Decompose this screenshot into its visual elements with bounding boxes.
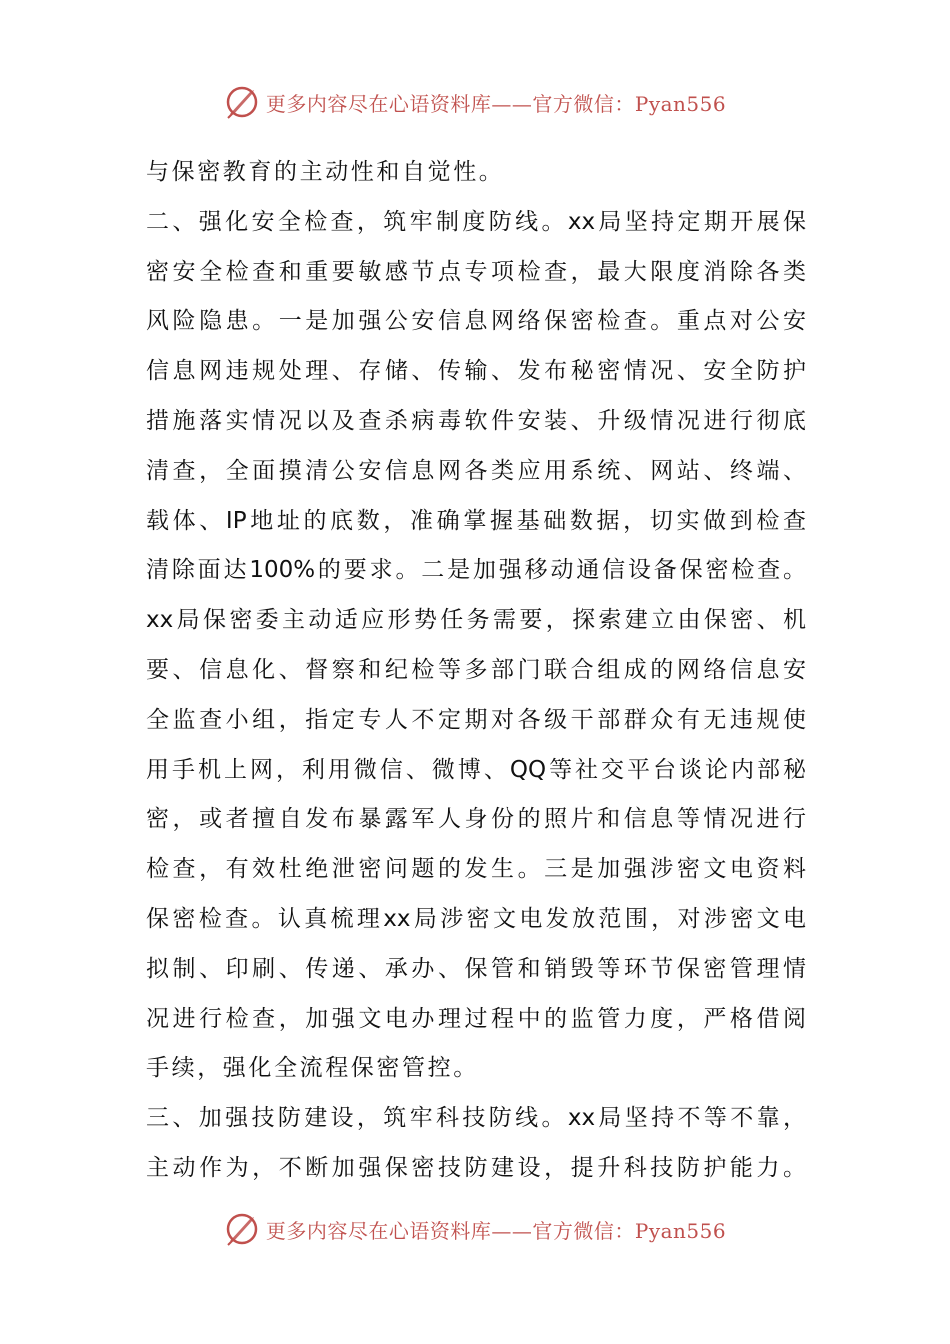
body-line: 信息网违规处理、存储、传输、发布秘密情况、安全防护 xyxy=(146,358,806,385)
body-line: 清查，全面摸清公安信息网各类应用系统、网站、终端、 xyxy=(146,457,806,484)
body-line: 保密检查。认真梳理xx局涉密文电发放范围，对涉密文电 xyxy=(146,905,806,932)
body-line: 风险隐患。一是加强公安信息网络保密检查。重点对公安 xyxy=(146,308,806,335)
body-line: 二、强化安全检查，筑牢制度防线。xx局坚持定期开展保 xyxy=(146,208,806,235)
body-line: 手续，强化全流程保密管控。 xyxy=(146,1055,479,1082)
feather-pen-logo-icon xyxy=(224,84,260,120)
body-line: 拟制、印刷、传递、承办、保管和销毁等环节保密管理情 xyxy=(146,955,806,982)
header-wechat-id: Pyan556 xyxy=(634,91,727,116)
body-line: xx局保密委主动适应形势任务需要，探索建立由保密、机 xyxy=(146,607,806,634)
body-line: 用手机上网，利用微信、微博、QQ等社交平台谈论内部秘 xyxy=(146,756,806,783)
body-line: 清除面达100%的要求。二是加强移动通信设备保密检查。 xyxy=(146,557,806,584)
footer-separator: —— xyxy=(491,1218,533,1243)
body-line: 主动作为，不断加强保密技防建设，提升科技防护能力。 xyxy=(146,1154,806,1181)
header-wechat-label: 官方微信： xyxy=(532,91,635,116)
footer-site-name: 更多内容尽在心语资料库 xyxy=(265,1218,492,1243)
body-line: 况进行检查，加强文电办理过程中的监管力度，严格借阅 xyxy=(146,1005,806,1032)
body-line: 载体、IP地址的底数，准确掌握基础数据，切实做到检查 xyxy=(146,507,806,534)
header-banner-text xyxy=(266,88,726,117)
body-line: 密，或者擅自发布暴露军人身份的照片和信息等情况进行 xyxy=(146,806,806,833)
body-line: 全监查小组，指定专人不定期对各级干部群众有无违规使 xyxy=(146,706,806,733)
body-line: 密安全检查和重要敏感节点专项检查，最大限度消除各类 xyxy=(146,258,806,285)
body-line: 与保密教育的主动性和自觉性。 xyxy=(146,159,505,185)
header-separator: —— xyxy=(491,91,533,116)
header-site-name: 更多内容尽在心语资料库 xyxy=(265,91,492,116)
footer-banner-text xyxy=(266,1215,726,1244)
footer-wechat-label: 官方微信： xyxy=(532,1218,635,1243)
footer-wechat-id: Pyan556 xyxy=(634,1218,727,1243)
body-line: 三、加强技防建设，筑牢科技防线。xx局坚持不等不靠， xyxy=(146,1105,806,1132)
body-line: 措施落实情况以及查杀病毒软件安装、升级情况进行彻底 xyxy=(146,407,806,434)
header-banner xyxy=(0,82,950,122)
feather-pen-logo-icon xyxy=(224,1211,260,1247)
body-line: 检查，有效杜绝泄密问题的发生。三是加强涉密文电资料 xyxy=(146,856,806,883)
document-body xyxy=(146,148,806,1194)
footer-banner xyxy=(0,1209,950,1249)
body-line: 要、信息化、督察和纪检等多部门联合组成的网络信息安 xyxy=(146,656,806,683)
